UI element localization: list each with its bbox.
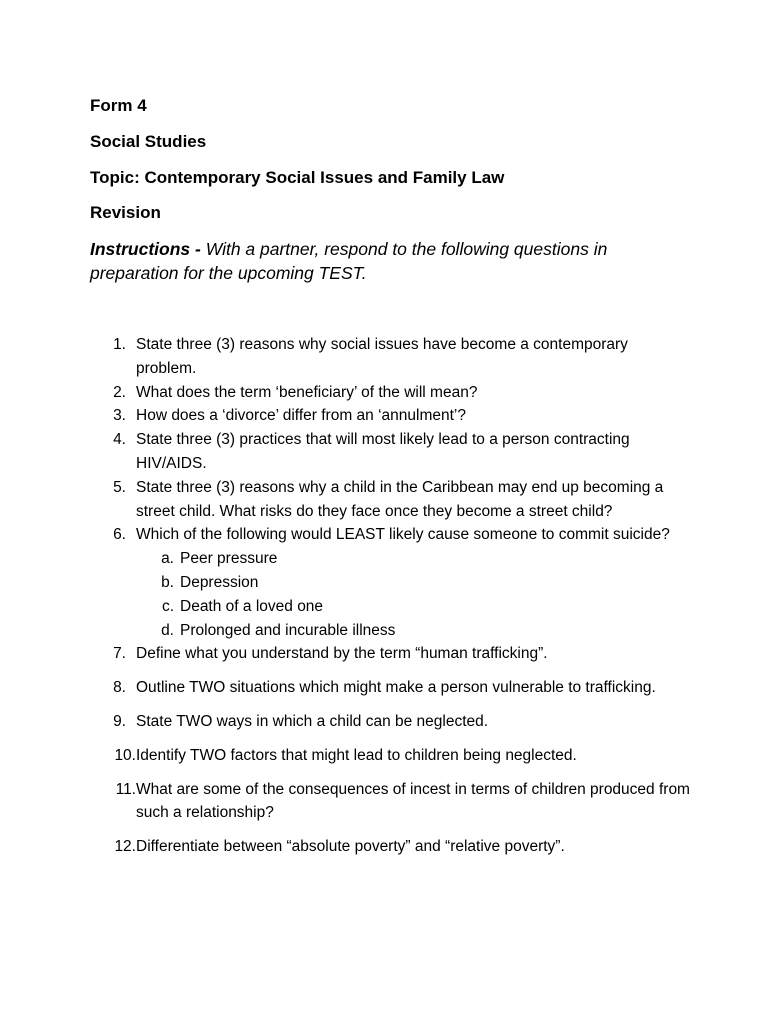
option-b xyxy=(90,571,690,595)
question-10 xyxy=(90,744,690,768)
question-number: 5. xyxy=(113,478,126,496)
option-c xyxy=(90,595,690,619)
form-heading: Form 4 xyxy=(90,96,147,115)
question-number: 7. xyxy=(113,645,126,663)
question-text: What does the term ‘beneficiary’ of the will mean? xyxy=(136,383,478,401)
question-number: 3. xyxy=(113,407,126,425)
question-1 xyxy=(90,333,690,381)
question-text: State three (3) reasons why social issues have become a contemporary problem. xyxy=(136,336,628,377)
question-text: How does a ‘divorce’ differ from an ‘annulment’? xyxy=(136,407,466,425)
question-number: 9. xyxy=(113,712,126,730)
question-4 xyxy=(90,428,690,476)
question-number: 10. xyxy=(114,746,136,764)
question-11 xyxy=(90,778,690,826)
option-letter: d. xyxy=(161,621,174,639)
option-d xyxy=(90,619,690,643)
option-text: Depression xyxy=(180,573,259,591)
question-2 xyxy=(90,381,690,405)
question-number: 6. xyxy=(113,526,126,544)
question-number: 12. xyxy=(114,838,136,856)
question-number: 8. xyxy=(113,679,126,697)
question-6 xyxy=(90,523,690,547)
instructions-text: With a partner, respond to the following questions in preparation for the upcoming TEST. xyxy=(90,239,608,283)
option-text: Prolonged and incurable illness xyxy=(180,621,396,639)
question-text: Which of the following would LEAST likely cause someone to commit suicide? xyxy=(136,526,670,544)
option-letter: b. xyxy=(161,573,174,591)
option-letter: c. xyxy=(161,597,174,615)
instructions xyxy=(90,237,680,285)
question-text: Differentiate between “absolute poverty” and “relative poverty”. xyxy=(136,838,565,856)
instructions-lead: Instructions - xyxy=(90,239,201,259)
question-list xyxy=(90,333,690,859)
question-12 xyxy=(90,835,690,859)
question-7 xyxy=(90,642,690,666)
question-3 xyxy=(90,404,690,428)
option-letter: a. xyxy=(161,550,174,568)
question-9 xyxy=(90,710,690,734)
question-text: State TWO ways in which a child can be neglected. xyxy=(136,712,489,730)
question-text: State three (3) reasons why a child in the Caribbean may end up becoming a street child. What risks do they face once they become a street child? xyxy=(136,478,664,520)
question-8 xyxy=(90,676,690,700)
question-number: 1. xyxy=(113,336,126,353)
question-text: Identify TWO factors that might lead to children being neglected. xyxy=(136,746,577,764)
question-5 xyxy=(90,476,690,524)
question-number: 11. xyxy=(115,780,136,798)
question-text: Outline TWO situations which might make a person vulnerable to trafficking. xyxy=(136,679,656,697)
question-number: 4. xyxy=(113,431,126,449)
option-text: Death of a loved one xyxy=(180,597,324,615)
option-a xyxy=(90,547,690,571)
question-number: 2. xyxy=(113,383,126,401)
question-text: Define what you understand by the term “human trafficking”. xyxy=(136,645,548,663)
question-text: State three (3) practices that will most likely lead to a person contracting HIV/AIDS. xyxy=(136,431,630,472)
revision-heading: Revision xyxy=(90,203,161,222)
question-text: What are some of the consequences of incest in terms of children produced from such a relationship? xyxy=(136,780,690,822)
option-text: Peer pressure xyxy=(180,550,278,568)
subject-heading: Social Studies xyxy=(90,132,207,151)
topic-heading: Topic: Contemporary Social Issues and Family Law xyxy=(90,168,505,187)
